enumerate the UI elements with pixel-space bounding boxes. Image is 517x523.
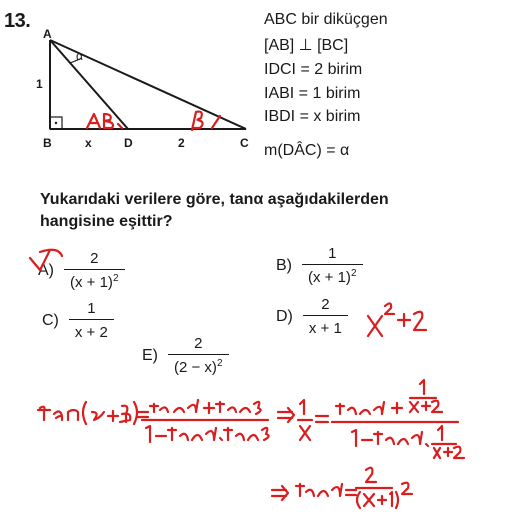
option-b-exponent: 2 bbox=[350, 268, 357, 279]
option-e-den-text: (2 − x) bbox=[174, 359, 217, 376]
option-e-numerator: 2 bbox=[194, 335, 203, 352]
handwritten-tan-sum-lhs bbox=[38, 402, 148, 424]
given-line-4: IABI = 1 birim bbox=[264, 85, 361, 102]
option-e-letter: E) bbox=[142, 346, 158, 364]
vertex-label-b: B bbox=[43, 136, 52, 150]
side-length-ab: 1 bbox=[36, 77, 43, 91]
vertex-label-c: C bbox=[240, 136, 249, 150]
option-e-exponent: 2 bbox=[216, 358, 223, 369]
handwritten-x-squared-plus-2 bbox=[368, 303, 426, 336]
handwritten-formula-numerator bbox=[150, 400, 261, 414]
side-length-dc: 2 bbox=[178, 136, 185, 150]
question-stem-line-1: Yukarıdaki verilere göre, tanα aşağıdakilerden bbox=[40, 191, 389, 208]
alpha-label: α bbox=[76, 49, 83, 63]
option-a-den-text: (x + 1) bbox=[70, 274, 113, 291]
option-d-den-text: x + 1 bbox=[308, 320, 342, 337]
vertex-label-d: D bbox=[124, 136, 133, 150]
handwritten-result-tan-alpha bbox=[296, 484, 356, 496]
handwritten-formula-denominator bbox=[146, 426, 269, 442]
handwritten-implies-arrow-1 bbox=[278, 408, 294, 422]
option-d-numerator: 2 bbox=[321, 296, 330, 313]
option-c-letter: C) bbox=[42, 311, 59, 329]
handwritten-ab-note bbox=[87, 114, 122, 128]
option-a-letter: A) bbox=[38, 261, 54, 279]
given-line-3: IDCI = 2 birim bbox=[264, 61, 363, 78]
option-d-letter: D) bbox=[276, 307, 293, 325]
option-a-exponent: 2 bbox=[112, 273, 119, 284]
option-c-den-text: x + 2 bbox=[74, 324, 108, 341]
given-line-1: ABC bir diküçgen bbox=[264, 11, 388, 28]
option-c-numerator: 1 bbox=[87, 300, 96, 317]
question-stem-line-2: hangisine eşittir? bbox=[40, 213, 173, 230]
given-line-2: [AB] ⊥ [BC] bbox=[264, 37, 349, 54]
check-mark-icon bbox=[30, 250, 62, 270]
option-a-numerator: 2 bbox=[90, 250, 99, 267]
handwritten-beta-note bbox=[192, 112, 220, 130]
handwritten-one-over-x bbox=[298, 400, 328, 440]
handwritten-implies-arrow-2 bbox=[272, 486, 288, 500]
handwritten-substitution-numerator bbox=[336, 380, 442, 414]
side-length-bd: x bbox=[85, 136, 92, 150]
given-line-5: IBDI = x birim bbox=[264, 108, 361, 125]
given-line-6: m(DÂC) = α bbox=[264, 142, 350, 159]
question-number: 13. bbox=[4, 10, 31, 32]
option-b-den-text: (x + 1) bbox=[308, 269, 351, 286]
option-b-letter: B) bbox=[276, 256, 292, 274]
vertex-label-a: A bbox=[43, 27, 52, 41]
handwritten-substitution-denominator bbox=[352, 426, 464, 458]
handwritten-result-fraction bbox=[356, 468, 412, 508]
option-b-numerator: 1 bbox=[328, 245, 337, 262]
